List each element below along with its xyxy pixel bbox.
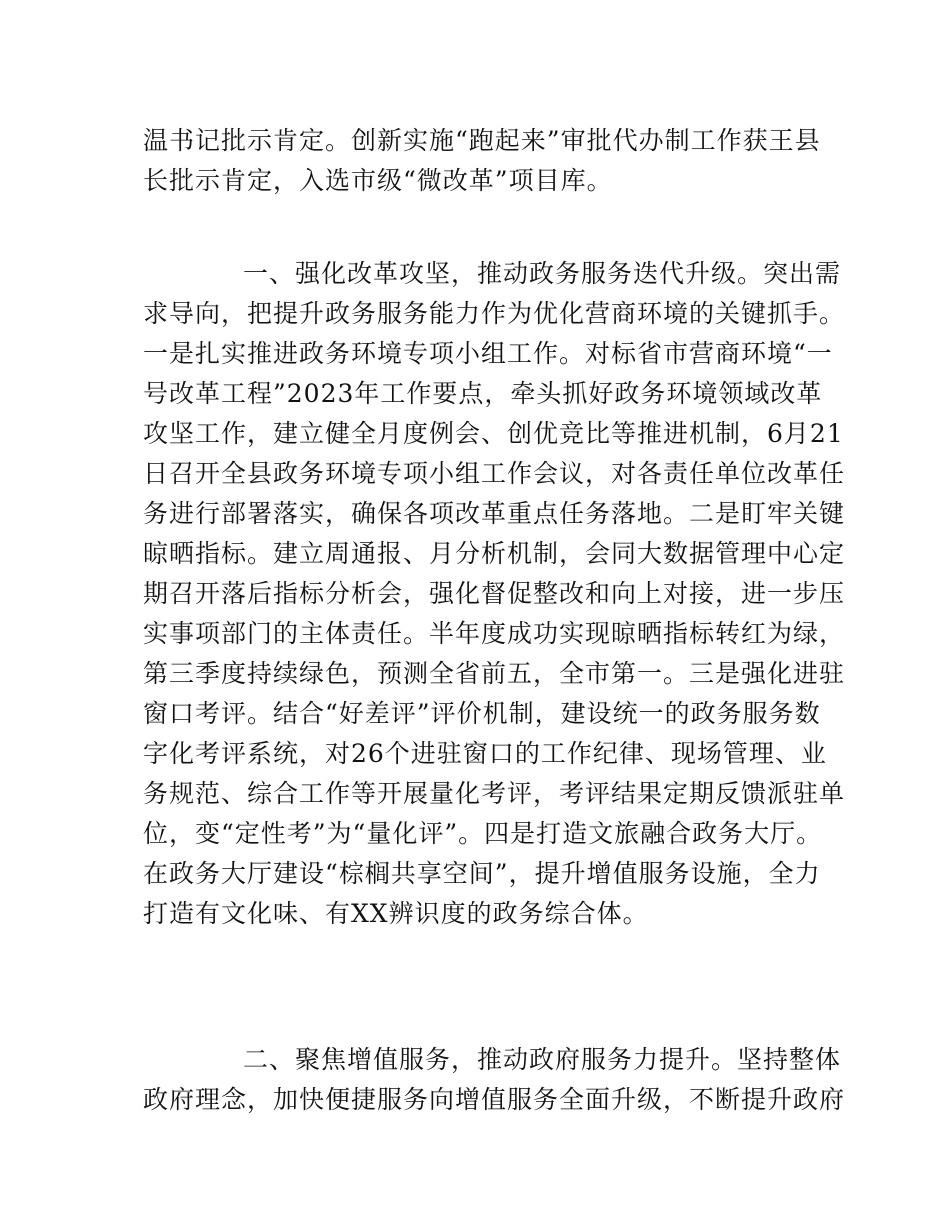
text-line: 实事项部门的主体责任。半年度成功实现晾晒指标转红为绿， [143, 619, 846, 648]
text-line: 窗口考评。结合“好差评”评价机制，建设统一的政务服务数 [143, 699, 821, 728]
text-line: 务进行部署落实，确保各项改革重点任务落地。二是盯牢关键 [143, 499, 846, 528]
text-line: 第三季度持续绿色，预测全省前五，全市第一。三是强化进驻 [143, 659, 846, 688]
text-line: 政府理念，加快便捷服务向增值服务全面升级，不断提升政府 [143, 1085, 846, 1114]
text-line: 位，变“定性考”为“量化评”。四是打造文旅融合政务大厅。 [143, 819, 823, 848]
text-line: 在政务大厅建设“棕榈共享空间”，提升增值服务设施，全力 [143, 859, 821, 888]
text-line: 打造有文化味、有XX辨识度的政务综合体。 [143, 899, 649, 928]
paragraph-heading: 一、强化改革攻坚，推动政务服务迭代升级。突出需 [243, 259, 842, 288]
text-line: 求导向，把提升政务服务能力作为优化营商环境的关键抓手。 [143, 299, 846, 328]
text-line: 日召开全县政务环境专项小组工作会议，对各责任单位改革任 [143, 459, 846, 488]
text-line: 字化考评系统，对26个进驻窗口的工作纪律、现场管理、业 [143, 739, 827, 768]
text-line: 号改革工程”2023年工作要点，牵头抓好政务环境领域改革 [143, 379, 823, 408]
text-line: 期召开落后指标分析会，强化督促整改和向上对接，进一步压 [143, 579, 846, 608]
text-line: 一是扎实推进政务环境专项小组工作。对标省市营商环境“一 [143, 339, 833, 368]
paragraph-heading: 二、聚焦增值服务，推动政府服务力提升。坚持整体 [243, 1045, 842, 1074]
text-line: 长批示肯定，入选市级“微改革”项目库。 [143, 166, 613, 195]
text-line: 务规范、综合工作等开展量化考评，考评结果定期反馈派驻单 [143, 779, 846, 808]
text-line: 晾晒指标。建立周通报、月分析机制，会同大数据管理中心定 [143, 539, 846, 568]
text-line: 攻坚工作，建立健全月度例会、创优竞比等推进机制，6月21 [143, 419, 844, 448]
text-line: 温书记批示肯定。创新实施“跑起来”审批代办制工作获王县 [143, 126, 821, 155]
